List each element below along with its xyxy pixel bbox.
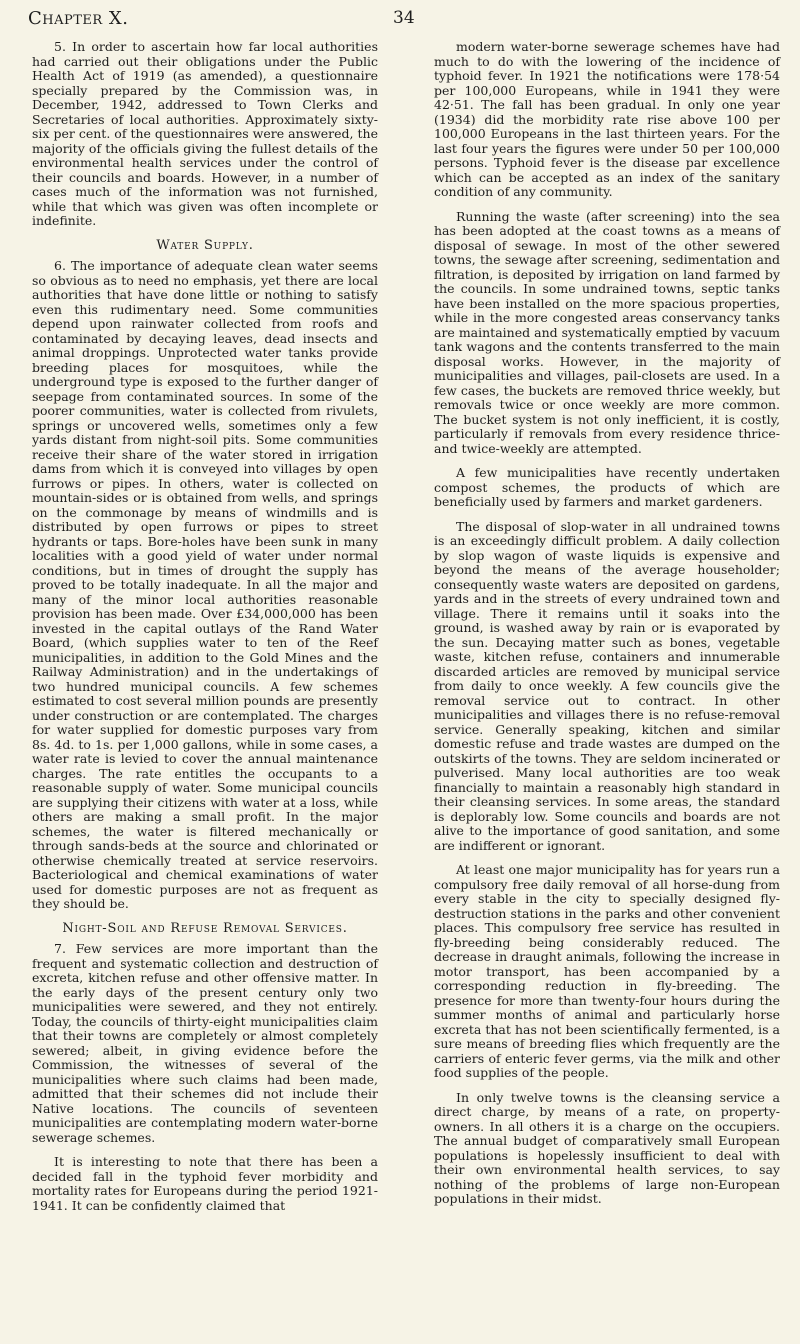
paragraph-8: It is interesting to note that there has been a decided fall in the typhoid fever morbidity and mortality rates for Europeans during the period 1921-1941. It can be confidently claimed that: [32, 1154, 378, 1213]
paragraph-horse-dung: At least one major municipality has for years run a compulsory free daily removal of all horse-dung from every stable in the city to specially designed fly-destruction stations in the parks and other convenient places. This compulsory free service has resulted in fly-breeding being considerably reduced. The decrease in draught animals, following the increase in motor transport, has been accompanied by a corresponding reduction in fly-breeding. The presence for more than twenty-four hours during the summer months of animal and particularly horse excreta that has not been scientifically fermented, is a sure means of breeding flies which frequently are the carriers of enteric fever germs, via the milk and other food supplies of the people.: [434, 862, 780, 1080]
paragraph-compost: A few municipalities have recently undertaken compost schemes, the products of which are beneficially used by farmers and market gardeners.: [434, 465, 780, 509]
paragraph-7: 7. Few services are more important than the frequent and systematic collection and destruction of excreta, kitchen refuse and other offensive matter. In the early days of the present century only two municipalities were sewered, and they not entirely. Today, the councils of thirty-eight municipalities claim that their towns are completely or almost completely sewered; albeit, in giving evidence before the Commission, the witnesses of several of the municipalities where such claims had been made, admitted that their schemes did not include their Native locations. The councils of seventeen municipalities are contemplating modern water-borne sewerage schemes.: [32, 941, 378, 1145]
chapter-header: Chapter X.: [28, 8, 129, 29]
paragraph-5: 5. In order to ascertain how far local authorities had carried out their obligations under the Public Health Act of 1919 (as amended), a questionnaire specially prepared by the Commission was, in December, 1942, addressed to Town Clerks and Secretaries of local authorities. Approximately sixty-six per cent. of the questionnaires were answered, the majority of the officials giving the fullest details of the environmental health services under the control of their councils and boards. However, in a number of cases much of the information was not furnished, while that which was given was often incomplete or indefinite.: [32, 39, 378, 228]
paragraph-waste-disposal: Running the waste (after screening) into the sea has been adopted at the coast towns as a means of disposal of sewage. In most of the other sewered towns, the sewage after screening, sedimentation and filtration, is deposited by irrigation on land farmed by the councils. In some undrained towns, septic tanks have been installed on the more spacious properties, while in the more congested areas conservancy tanks are maintained and systematically emptied by vacuum tank wagons and the contents transferred to the main disposal works. However, in the majority of municipalities and villages, pail-closets are used. In a few cases, the buckets are removed thrice weekly, but removals twice or once weekly are more common. The bucket system is not only inefficient, it is costly, particularly if removals from every residence thrice- and twice-weekly are attempted.: [434, 208, 780, 456]
paragraph-typhoid: modern water-borne sewerage schemes have had much to do with the lowering of the incidence of typhoid fever. In 1921 the notifications were 178·54 per 100,000 Europeans, while in 1941 they were 42·51. The fall has been gradual. In only one year (1934) did the morbidity rate rise above 100 per 100,000 Europeans in the last thirteen years. For the last four years the figures were under 50 per 100,000 persons. Typhoid fever is the disease par excellence which can be accepted as an index of the sanitary condition of any community.: [434, 39, 780, 199]
paragraph-cleansing-charge: In only twelve towns is the cleansing service a direct charge, by means of a rate, on property-owners. In all others it is a charge on the occupiers. The annual budget of comparatively small European populations is hopelessly insufficient to deal with their own environmental health services, to say nothing of the problems of large non-European populations in their midst.: [434, 1089, 780, 1206]
page-number: 34: [393, 8, 415, 28]
left-column: [32, 40, 378, 1213]
section-heading-night-soil: Night-Soil and Refuse Removal Services.: [62, 920, 348, 936]
right-column: [434, 40, 780, 1207]
paragraph-slop-water: The disposal of slop-water in all undrained towns is an exceedingly difficult problem. A daily collection by slop wagon of waste liquids is expensive and beyond the means of the average householder; consequently waste waters are deposited on gardens, yards and in the streets of every undrained town and village. There it remains until it soaks into the ground, is washed away by rain or is evaporated by the sun. Decaying matter such as bones, vegetable waste, kitchen refuse, containers and innumerable discarded articles are removed by municipal service from daily to once weekly. A few councils give the removal service out to contract. In other municipalities and villages there is no refuse-removal service. Generally speaking, kitchen and similar domestic refuse and trade wastes are dumped on the outskirts of the towns. They are seldom incinerated or pulverised. Many local authorities are too weak financially to maintain a reasonably high standard in their cleansing services. In some areas, the standard is deplorably low. Some councils and boards are not alive to the importance of good sanitation, and some are indifferent or ignorant.: [434, 518, 780, 853]
section-heading-water-supply: Water Supply.: [156, 237, 254, 253]
paragraph-6: 6. The importance of adequate clean water seems so obvious as to need no emphasis, yet there are local authorities that have done little or nothing to satisfy even this rudimentary need. Some communities depend upon rainwater collected from roofs and contaminated by decaying leaves, dead insects and animal droppings. Unprotected water tanks provide breeding places for mosquitoes, while the underground type is exposed to the further danger of seepage from contaminated sources. In some of the poorer communities, water is collected from rivulets, springs or uncovered wells, sometimes only a few yards distant from night-soil pits. Some communities receive their share of the water stored in irrigation dams from which it is conveyed into villages by open furrows or pipes. In others, water is collected on mountain-sides or is obtained from wells, and springs on the commonage by means of windmills and is distributed by open furrows or pipes to street hydrants or taps. Bore-holes have been sunk in many localities with a good yield of water under normal conditions, but in times of drought the supply has proved to be totally inadequate. In all the major and many of the minor local authorities reasonable provision has been made. Over £34,000,000 has been invested in the capital outlays of the Rand Water Board, (which supplies water to ten of the Reef municipalities, in addition to the Gold Mines and the Railway Administration) and in the undertakings of two hundred municipal councils. A few schemes estimated to cost several million pounds are presently under construction or are contemplated. The charges for water supplied for domestic purposes vary from 8s. 4d. to 1s. per 1,000 gallons, while in some cases, a water rate is levied to cover the annual maintenance charges. The rate entitles the occupants to a reasonable supply of water. Some municipal councils are supplying their citizens with water at a loss, while others are making a small profit. In the major schemes, the water is filtered mechanically or through sands-beds at the source and chlorinated or otherwise chemically treated at service reservoirs. Bacteriological and chemical examinations of water used for domestic purposes are not as frequent as they should be.: [32, 258, 378, 911]
